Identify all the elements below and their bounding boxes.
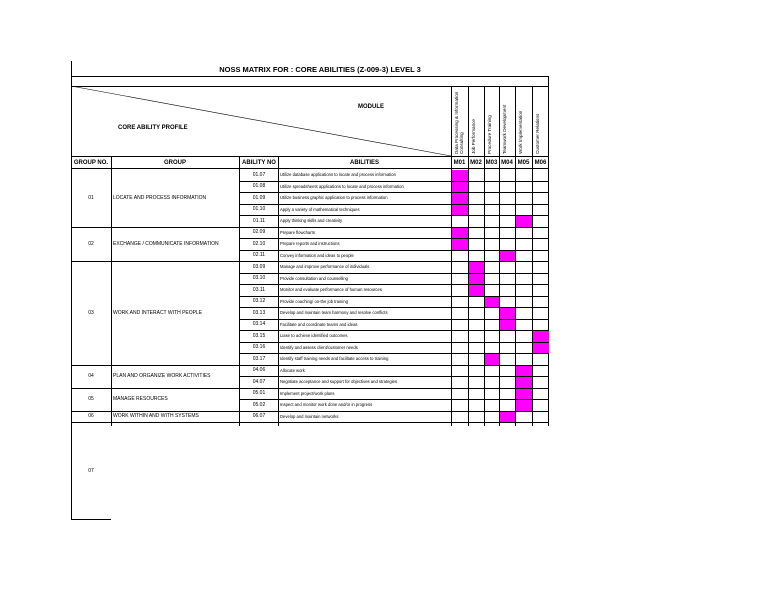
module-mark	[469, 262, 484, 273]
module-mark	[500, 251, 515, 262]
row-line	[239, 422, 549, 423]
ability-text: Utilize business graphic application to process information	[280, 195, 388, 200]
module-col-line-1	[451, 86, 452, 426]
module-code-m03: M03	[485, 160, 498, 166]
bottom-short-line	[71, 519, 111, 520]
ability-text: Apply a variety of mathematical techniques	[280, 206, 360, 212]
module-code-m06: M06	[534, 160, 547, 166]
ability-no-01-11: 01.11	[252, 217, 266, 224]
ability-text: Facilitate and coordinate teams and ideas	[280, 321, 358, 327]
group-name: MANAGE RESOURCES	[113, 396, 168, 402]
ability-no-01-08: 01.08	[252, 183, 266, 189]
module-mark	[516, 366, 532, 377]
col-ability-no-header: ABILITY NO	[242, 160, 276, 166]
module-mark	[533, 331, 549, 342]
page-title: NOSS MATRIX FOR : CORE ABILITIES (Z-009-3) LEVEL 3	[219, 65, 421, 74]
ability-text: Implement project/work plans	[280, 390, 335, 396]
module-name-m02: Job Performance	[471, 119, 476, 154]
group-name: EXCHANGE / COMMUNICATE INFORMATION	[113, 240, 219, 247]
ability-no-03-12: 03.12	[252, 298, 266, 304]
module-col-line-3	[484, 86, 485, 426]
module-mark	[500, 308, 515, 319]
ability-text: Develop and maintain networks	[280, 413, 339, 419]
module-mark	[516, 400, 532, 411]
ability-no-03-11: 03.11	[252, 286, 266, 293]
module-mark	[452, 228, 468, 239]
ability-no-01-09: 01.09	[252, 194, 266, 201]
ability-text: Identify and assess client/customer needs	[280, 344, 358, 350]
module-mark	[452, 193, 468, 204]
ability-no-04-07: 04.07	[252, 378, 266, 385]
module-header: MODULE	[358, 104, 384, 110]
group-no-01: 01	[88, 194, 94, 201]
module-code-m05: M05	[517, 160, 530, 166]
module-mark	[452, 170, 468, 181]
ability-no-01-07: 01.07	[252, 171, 266, 178]
ability-no-03-14: 03.14	[252, 321, 266, 327]
module-mark	[485, 354, 499, 365]
row-line	[239, 238, 549, 239]
group-name: PLAN AND ORGANIZE WORK ACTIVITIES	[113, 373, 211, 379]
ability-no-06-07: 06.07	[252, 413, 266, 419]
module-code-m01: M01	[453, 160, 466, 166]
module-mark	[452, 205, 468, 216]
module-name-m05: Work Implementation	[518, 110, 523, 154]
row-line	[239, 296, 549, 297]
ability-text: Negotiate acceptance and support for objectives and strategies	[280, 379, 398, 384]
ability-no-03-15: 03.15	[252, 332, 266, 339]
row-line	[239, 365, 549, 366]
ability-no-05-02: 05.02	[252, 401, 266, 408]
title-bottom-line	[71, 76, 549, 77]
module-code-top-line	[71, 156, 549, 157]
row-line	[239, 342, 549, 343]
module-mark	[469, 274, 484, 285]
group-no-05: 05	[88, 396, 94, 402]
row-line	[239, 204, 549, 205]
module-name-m06: Customer Relations	[535, 113, 540, 154]
col-group-no-header: GROUP NO.	[73, 160, 109, 166]
module-mark	[469, 285, 484, 296]
ability-text: Liase to achieve identified outcomes	[280, 333, 348, 338]
ability-no-03-13: 03.13	[252, 309, 266, 316]
abilities-col-line	[278, 156, 279, 426]
row-line	[239, 284, 549, 285]
row-line	[239, 192, 549, 193]
ability-no-05-01: 05.01	[252, 390, 266, 396]
module-mark	[452, 182, 468, 193]
ability-no-03-10: 03.10	[252, 275, 266, 281]
ability-text: Prepare flowcharts	[280, 229, 315, 235]
ability-text: Develop and maintain team harmony and resolve conflicts	[280, 310, 388, 315]
group-no-03: 03	[88, 309, 94, 316]
module-mark	[516, 377, 532, 388]
row-line	[239, 399, 549, 400]
row-line	[239, 215, 549, 216]
ability-text: Convey information and ideas to people	[280, 252, 354, 258]
module-code-m04: M04	[501, 160, 513, 166]
ability-text: Apply thinking skills and creativity	[280, 218, 343, 223]
group-name: WORK WITHIN AND WITH SYSTEMS	[113, 413, 199, 420]
ability-no-02-11: 02.11	[252, 252, 266, 258]
module-mark	[500, 320, 515, 331]
col-group-header: GROUP	[163, 160, 186, 166]
module-name-m01: Data Processing & Information Consulting	[454, 91, 464, 154]
group-separator	[71, 388, 239, 389]
group-separator	[71, 261, 239, 262]
ability-text: Utilize spreadsheets applications to locate and process information	[280, 183, 404, 189]
row-line	[239, 273, 549, 274]
ability-no-03-16: 03.16	[252, 344, 266, 350]
group-separator	[71, 422, 239, 423]
module-name-m03: Procedure Training	[487, 115, 492, 154]
module-name-m04: Teamwork Development	[502, 104, 507, 154]
group-col-line	[111, 156, 112, 426]
row-line	[239, 388, 549, 389]
col-abilities-header: ABILITIES	[349, 160, 379, 166]
group-separator	[71, 227, 239, 228]
ability-text: Allocate work	[280, 367, 305, 373]
module-mark	[500, 412, 515, 423]
column-header-bottom-line	[71, 168, 549, 169]
ability-no-02-09: 02.09	[252, 229, 266, 235]
ability-text: Monitor and evaluate performance of human resources	[280, 287, 382, 292]
group-name: LOCATE AND PROCESS INFORMATION	[113, 194, 207, 201]
ability-no-03-09: 03.09	[252, 263, 266, 270]
ability-no-01-10: 01.10	[252, 206, 266, 212]
left-border	[71, 61, 72, 520]
group-no-02: 02	[88, 240, 94, 247]
module-code-m02: M02	[470, 160, 482, 166]
module-col-line-2	[468, 86, 469, 426]
ability-text: Manage and improve performance of individuals	[280, 264, 370, 269]
row-line	[239, 376, 549, 377]
ability-text: Utilize database applications to locate and process information	[280, 172, 396, 177]
header-top-line	[71, 86, 549, 87]
module-mark	[516, 216, 532, 227]
row-line	[239, 227, 549, 228]
row-line	[239, 330, 549, 331]
group-no-06: 06	[88, 413, 94, 420]
ability-text: Inspect and monitor work done and/or in progress	[280, 402, 373, 407]
module-mark	[533, 343, 549, 354]
group-separator	[71, 365, 239, 366]
ability-text: Prepare reports and instructions	[280, 241, 340, 246]
group-no-04: 04	[88, 373, 94, 379]
module-mark	[452, 239, 468, 250]
right-border	[548, 76, 549, 426]
group-name: WORK AND INTERACT WITH PEOPLE	[113, 309, 203, 316]
module-col-line-6	[532, 86, 533, 426]
ability-text: Identify staff training needs and facilitate access to training	[280, 356, 389, 361]
group-no-07: 07	[88, 468, 94, 474]
ability-no-02-10: 02.10	[252, 240, 266, 247]
module-mark	[485, 297, 499, 308]
ability-text: Provide coaching/ on-the job training	[280, 298, 348, 304]
ability-no-03-17: 03.17	[252, 355, 266, 362]
row-line	[239, 261, 549, 262]
ability-no-04-06: 04.06	[252, 367, 266, 373]
core-ability-profile-header: CORE ABILITY PROFILE	[118, 125, 188, 131]
group-separator	[71, 411, 239, 412]
ability-text: Provide consultation and counselling	[280, 275, 348, 281]
row-line	[239, 353, 549, 354]
module-mark	[516, 389, 532, 400]
row-line	[239, 181, 549, 182]
